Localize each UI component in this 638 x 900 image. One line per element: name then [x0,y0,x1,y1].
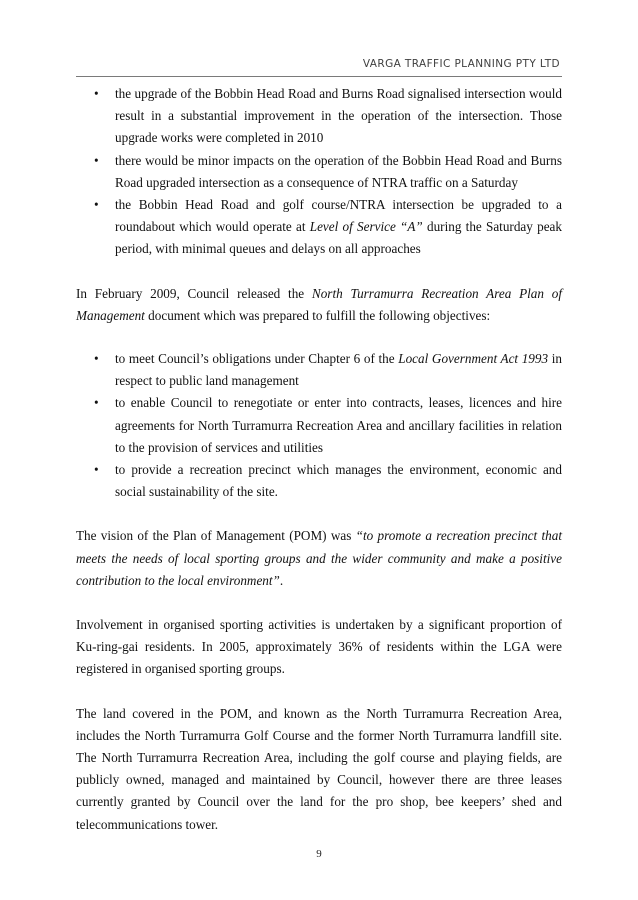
list-item-text-post: in respect to public land management [115,351,562,389]
list-item [76,392,562,459]
paragraph-text-post: . [279,572,284,588]
bullet-list-objectives [76,348,562,503]
list-item-text: to enable Council to renegotiate or enter into contracts, leases, licences and hire agreements for North Turramurra Recreation Area and ancillary facilities in relation to the provision of services and utilities [115,395,562,455]
list-item-text: there would be minor impacts on the operation of the Bobbin Head Road and Burns Road upgraded intersection as a consequence of NTRA traffic on a Saturday [115,152,562,190]
list-item-text: to provide a recreation precinct which manages the environment, economic and social sustainability of the site. [115,462,562,500]
bullet-marker: • [94,86,99,101]
page-header: VARGA TRAFFIC PLANNING PTY LTD [362,58,560,70]
list-item [76,83,562,150]
bullet-marker: • [94,152,99,168]
paragraph-text-emphasis: North Turramurra Recreation Area Plan of Management [76,285,562,323]
bullet-marker: • [94,462,99,478]
list-item [76,459,562,503]
paragraph-text-pre: In February 2009, Council released the [76,285,312,301]
list-item-text-emphasis: Local Government Act 1993 [398,351,549,367]
paragraph-involvement: Involvement in organised sporting activities is undertaken by a significant proportion of Ku-ring-gai residents. In 2005, approximately 36% of residents within the LGA were registered in organised sporting groups. [76,617,562,677]
paragraph-text-emphasis: “to promote a recreation precinct that meets the needs of local sporting groups and the wider community and make a positive contribution to the local environment” [76,528,562,588]
list-item-text-pre: the Bobbin Head Road and golf course/NTRA intersection be upgraded to a roundabout which would operate at [115,197,562,235]
paragraph-vision [76,525,562,592]
page-number: 9 [316,848,322,860]
list-item-text-emphasis: Level of Service “A” [309,219,423,235]
paragraph-text-pre: The vision of the Plan of Management (POM) was [76,528,356,544]
paragraph-land: The land covered in the POM, and known as the North Turramurra Recreation Area, includes the North Turramurra Golf Course and the former North Turramurra landfill site. The North Turramurra Recreation Area, including the golf course and playing fields, are publicly owned, managed and maintained by Council, however there are three leases currently granted by Council over the land for the pro shop, bee keepers’ shed and telecommunications tower. [76,705,562,832]
bullet-marker: • [94,395,99,411]
bullet-marker: • [94,351,99,367]
page-body [76,83,562,836]
list-item-text-pre: to meet Council’s obligations under Chapter 6 of the [115,351,399,367]
paragraph-text-post: document which was prepared to fulfill the following objectives: [144,307,491,323]
list-item-text: the upgrade of the Bobbin Head Road and Burns Road signalised intersection would result in a substantial improvement in the operation of the intersection. Those upgrade works were completed in 2010 [115,86,562,146]
bullet-marker: • [94,197,99,213]
header-rule [76,76,562,77]
paragraph-pom-intro [76,283,562,327]
bullet-list-top [76,83,562,261]
list-item [76,194,562,261]
list-item-text-post: during the Saturday peak period, with minimal queues and delays on all approaches [115,219,562,257]
list-item [76,150,562,194]
list-item [76,348,562,392]
